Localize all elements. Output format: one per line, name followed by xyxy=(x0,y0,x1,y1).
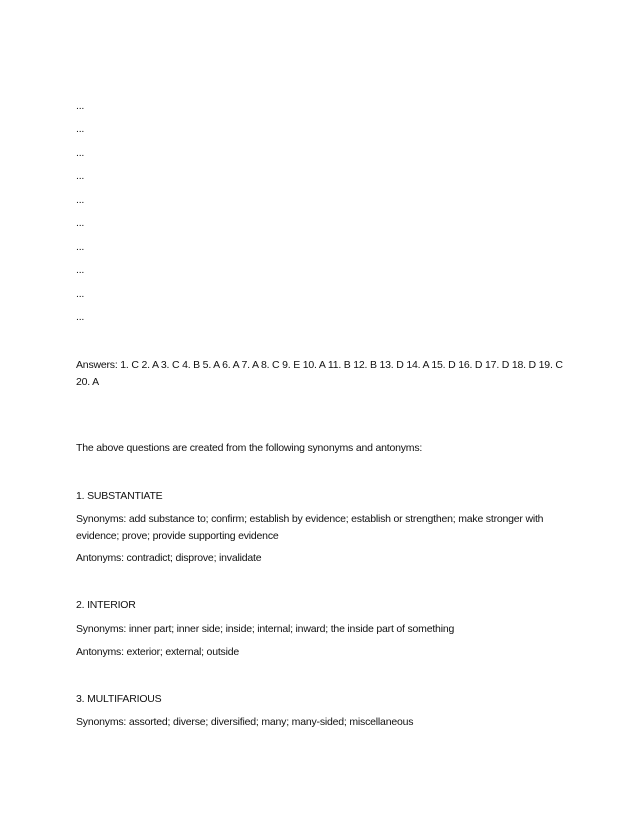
entry-antonyms: Antonyms: exterior; external; outside xyxy=(76,646,240,658)
entry-synonyms: Synonyms: assorted; diverse; diversified; many; many-sided; miscellaneous xyxy=(76,716,414,728)
ellipsis-line: ... xyxy=(76,170,85,182)
ellipsis-line: ... xyxy=(76,100,85,112)
ellipsis-line: ... xyxy=(76,217,85,229)
entry-synonyms: Synonyms: inner part; inner side; inside; internal; inward; the inside part of something xyxy=(76,623,455,635)
entry-heading: 2. INTERIOR xyxy=(76,599,136,611)
ellipsis-line: ... xyxy=(76,147,85,159)
entry-heading: 3. MULTIFARIOUS xyxy=(76,693,162,705)
ellipsis-line: ... xyxy=(76,288,85,300)
ellipsis-line: ... xyxy=(76,123,85,135)
entry-synonyms: Synonyms: add substance to; confirm; establish by evidence; establish or strengthen; make stronger with evidence; prove; provide supporting evidence xyxy=(76,513,544,542)
intro-paragraph: The above questions are created from the following synonyms and antonyms: xyxy=(76,442,423,454)
entry-heading: 1. SUBSTANTIATE xyxy=(76,490,163,502)
ellipsis-line: ... xyxy=(76,194,85,206)
ellipsis-line: ... xyxy=(76,241,85,253)
answer-key: Answers: 1. C 2. A 3. C 4. B 5. A 6. A 7. A 8. C 9. E 10. A 11. B 12. B 13. D 14. A 15. D 16. D 17. D 18. D 19. C 20. A xyxy=(76,359,563,388)
ellipsis-line: ... xyxy=(76,311,85,323)
ellipsis-line: ... xyxy=(76,264,85,276)
entry-antonyms: Antonyms: contradict; disprove; invalidate xyxy=(76,552,262,564)
